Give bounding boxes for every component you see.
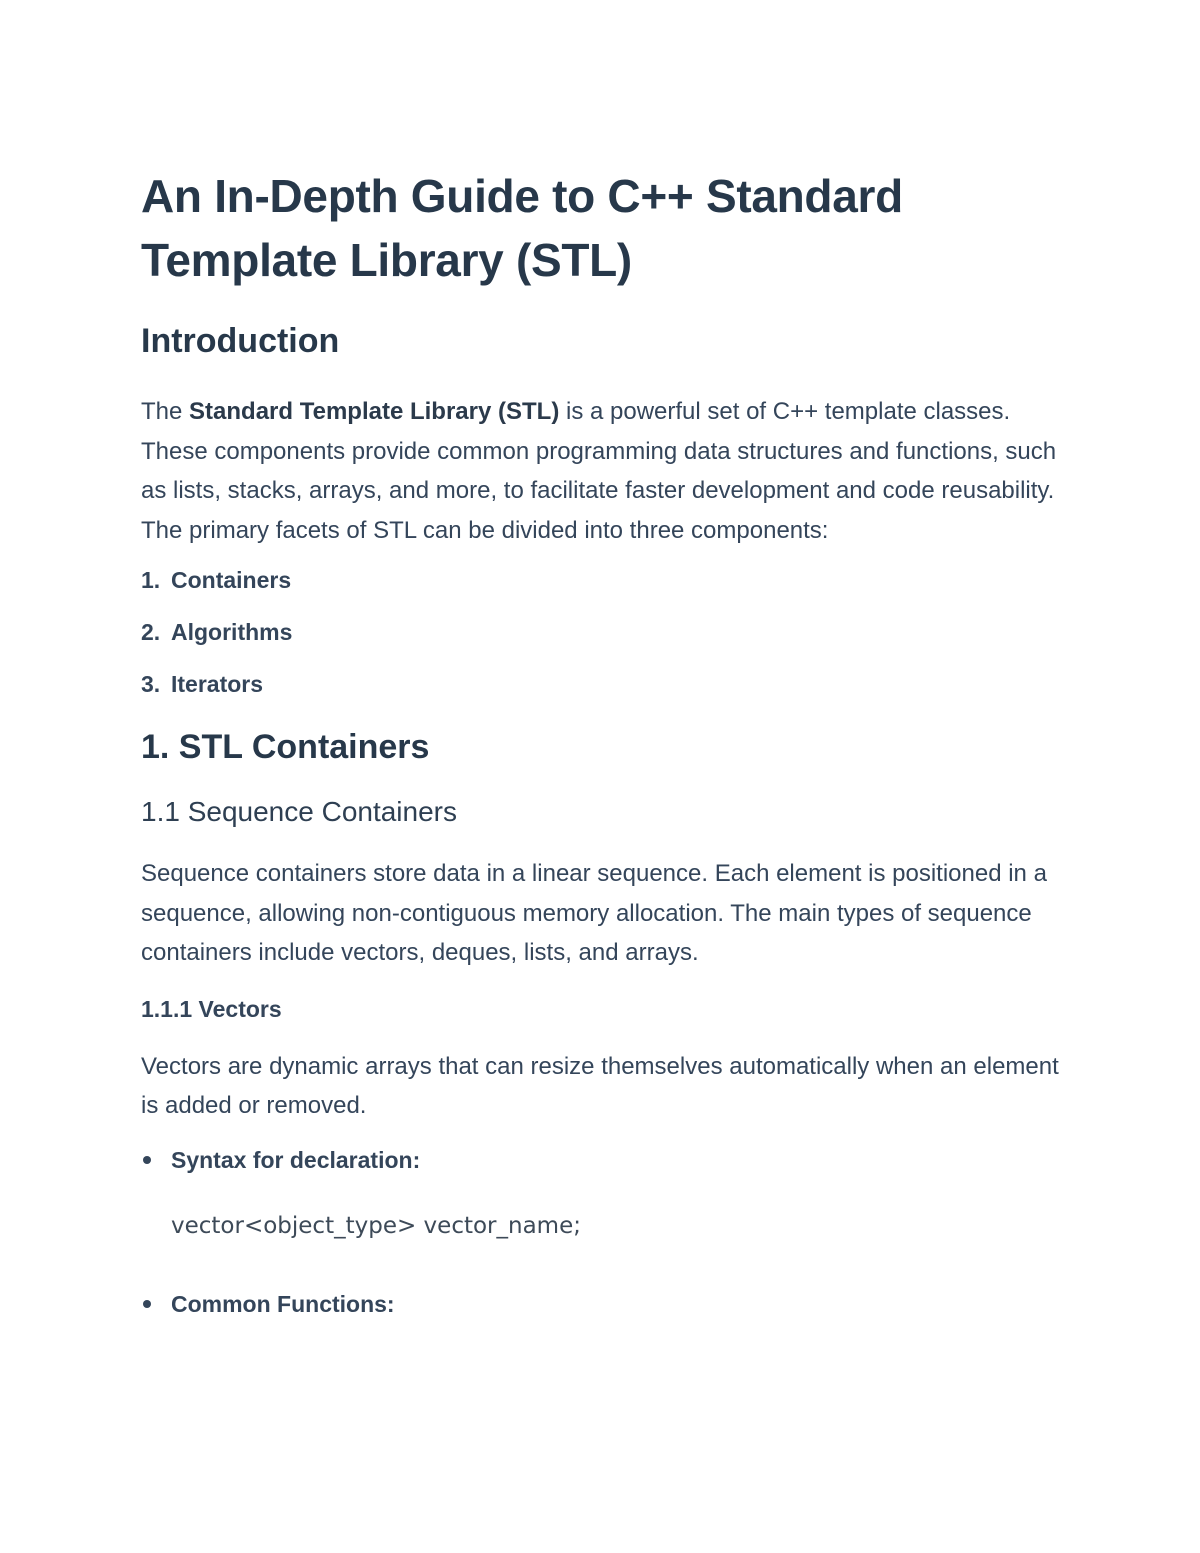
list-item	[141, 1144, 1070, 1242]
sequence-containers-paragraph: Sequence containers store data in a linear sequence. Each element is positioned in a sequence, allowing non-contiguous memory allocation. The main types of sequence containers include vectors, deques, lists, and arrays.	[141, 860, 1047, 966]
components-list	[141, 564, 1070, 700]
syntax-code: vector<object_type> vector_name;	[171, 1212, 581, 1239]
list-item-label: Algorithms	[171, 619, 293, 645]
stl-containers-heading: 1. STL Containers	[141, 728, 430, 766]
list-item-number: 2.	[141, 619, 161, 645]
common-functions-label: Common Functions:	[171, 1290, 395, 1317]
list-item	[141, 616, 1070, 648]
list-item-label: Iterators	[171, 671, 264, 697]
list-item	[141, 1288, 1070, 1320]
vectors-paragraph: Vectors are dynamic arrays that can resize themselves automatically when an element is added or removed.	[141, 1052, 1059, 1119]
introduction-paragraph	[141, 392, 1070, 550]
list-item	[141, 668, 1070, 700]
syntax-label: Syntax for declaration:	[171, 1146, 421, 1173]
intro-rest-text: is a powerful set of C++ template classes. These components provide common programming data structures and functions, such as lists, stacks, arrays, and more, to facilitate faster development and code reusability. The primary facets of STL can be divided into three components:	[141, 398, 1057, 544]
document-title: An In-Depth Guide to C++ Standard Template Library (STL)	[141, 170, 903, 286]
list-item	[141, 564, 1070, 596]
vectors-heading: 1.1.1 Vectors	[141, 995, 282, 1022]
list-item-label: Containers	[171, 567, 292, 593]
sequence-containers-heading: 1.1 Sequence Containers	[141, 796, 457, 827]
list-item-number: 3.	[141, 671, 161, 697]
bullet-icon	[143, 1156, 151, 1164]
list-item-number: 1.	[141, 567, 161, 593]
intro-bold-term: Standard Template Library (STL)	[189, 398, 560, 425]
intro-lead-text: The	[141, 398, 190, 425]
introduction-heading: Introduction	[141, 322, 340, 360]
bullet-icon	[143, 1300, 151, 1308]
vector-details-list	[141, 1144, 1070, 1320]
